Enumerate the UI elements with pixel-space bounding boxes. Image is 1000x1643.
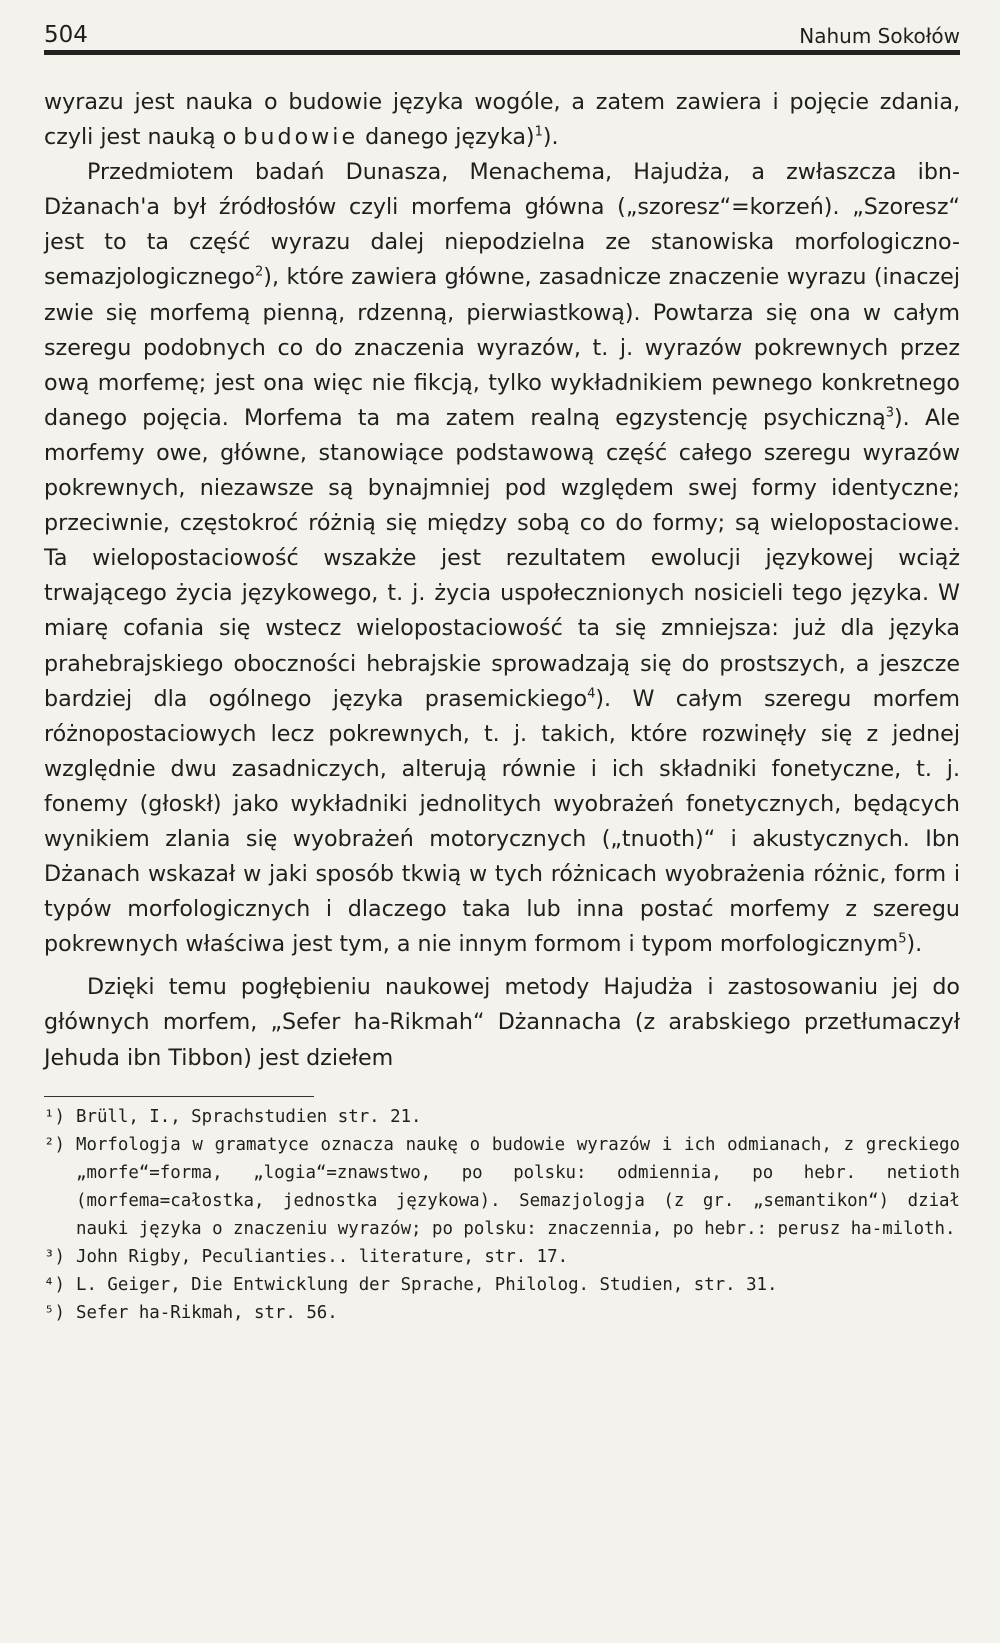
paragraph-3 (44, 970, 960, 1075)
footnote-text: Sefer ha-Rikmah, str. 56. (76, 1302, 338, 1323)
paragraph-2-text-b: ), które zawiera główne, zasadnicze znaczenie wyrazu (inaczej zwie się morfemą pienną, rdzenną, pierwiastkową). Powtarza się ona w całym szeregu podobnych co do znaczenia wyrazów, t. j. wyrazów pokrewnych przez ową morfemę; jest ona więc nie fikcją, tylko wykładnikiem pewnego konkretnego danego pojęcia. Morfema ta ma zatem realną egzystencję psychiczną (44, 264, 960, 431)
paragraph-2-text-c: ). Ale morfemy owe, główne, stanowiące podstawową część całego szeregu wyrazów pokrewnych, niezawsze są bynajmniej pod względem swej formy identyczne; przeciwnie, częstokroć różnią się między sobą co do formy; są wielopostaciowe. Ta wielopostaciowość wszakże jest rezultatem ewolucji językowej wciąż trwającego życia językowego, t. j. życia uspołecznionych nosicieli tego języka. W miarę cofania się wstecz wielopostaciowość ta się zmniejsza: już dla języka prahebrajskiego oboczności hebrajskie sprowadzają się do prostszych, a jeszcze bardziej dla ogólnego języka prasemickiego (44, 404, 960, 712)
footnote-ref-5[interactable]: 5 (898, 931, 907, 947)
paragraph-2-text-d: ). W całym szeregu morfem różnopostaciowych lecz pokrewnych, t. j. takich, które rozwinęły się z jednej względnie dwu zasadniczych, alterują równie i ich składniki fonetyczne, t. j. fonemy (głoskł) jako wykładniki jednolitych wyobrażeń fonetycznych, będących wynikiem zlania się wyobrażeń motorycznych („tnuoth)“ i akustycznych. Ibn Dżanach wskazał w jaki sposób tkwią w tych różnicach wyobrażenia różnic, form i typów morfologicznych i dlaczego taka lub inna postać morfemy z szeregu pokrewnych właściwa jest tym, a nie innym formom i typom morfologicznym (44, 685, 960, 958)
spaced-emphasis: budowie (243, 124, 359, 151)
footnote-4 (44, 1271, 960, 1299)
footnote-mark: ⁴) (44, 1274, 65, 1295)
paragraph-3-text: Dzięki temu pogłębieniu naukowej metody Hajudża i zastosowaniu jej do głównych morfem, „Sefer ha-Rikmah“ Dżannacha (z arabskiego przetłumaczył Jehuda ibn Tibbon) jest dziełem (44, 974, 960, 1071)
footnote-ref-1[interactable]: 1 (534, 124, 543, 140)
footnote-2 (44, 1131, 960, 1243)
paragraph-1-text: wyrazu jest nauka o budowie języka wogóle, a zatem zawiera i pojęcie zdania, czyli jest nauką o (44, 89, 960, 151)
paragraph-1 (44, 85, 960, 155)
footnote-text: L. Geiger, Die Entwicklung der Sprache, Philolog. Studien, str. 31. (76, 1274, 778, 1295)
page-header (44, 14, 960, 55)
paragraph-1-end: ). (542, 124, 559, 151)
footnote-mark: ²) (44, 1134, 65, 1155)
footnote-mark: ³) (44, 1246, 65, 1267)
footnote-text: Morfologja w gramatyce oznacza naukę o budowie wyrazów i ich odmianach, z greckiego „morfe“=forma, „logia“=znawstwo, po polsku: odmiennia, po hebr. netioth (morfema=całostka, jednostka językowa). Semazjologja (z gr. „semantikon“) dział nauki języka o znaczeniu wyrazów; po polsku: znaczennia, po hebr.: perusz ha-miloth. (76, 1134, 960, 1239)
footnote-ref-4[interactable]: 4 (587, 686, 596, 702)
footnote-3 (44, 1243, 960, 1271)
footnote-ref-2[interactable]: 2 (255, 265, 264, 281)
footnote-mark: ¹) (44, 1106, 65, 1127)
page-number: 504 (44, 22, 88, 48)
footnote-text: Brüll, I., Sprachstudien str. 21. (76, 1106, 422, 1127)
paragraph-2-end: ). (906, 931, 923, 958)
footnote-mark: ⁵) (44, 1302, 65, 1323)
paragraph-1-text-cont: danego języka) (358, 124, 535, 151)
footnote-1 (44, 1103, 960, 1131)
footnote-text: John Rigby, Peculianties.. literature, str. 17. (76, 1246, 569, 1267)
footnote-ref-3[interactable]: 3 (885, 405, 895, 421)
footnote-rule (44, 1096, 314, 1097)
footnotes (44, 1103, 960, 1327)
footnote-5 (44, 1299, 960, 1327)
body-text (44, 85, 960, 1076)
paragraph-2 (44, 155, 960, 962)
paragraph-2-text-a: Przedmiotem badań Dunasza, Menachema, Hajudża, a zwłaszcza ibn-Dżanach'a był źródłosłów czyli morfema główna („szoresz“=korzeń). „Szoresz“ jest to ta część wyrazu dalej niepodzielna ze stanowiska morfologiczno-semazjologicznego (44, 159, 960, 291)
running-head: Nahum Sokołów (799, 24, 960, 48)
